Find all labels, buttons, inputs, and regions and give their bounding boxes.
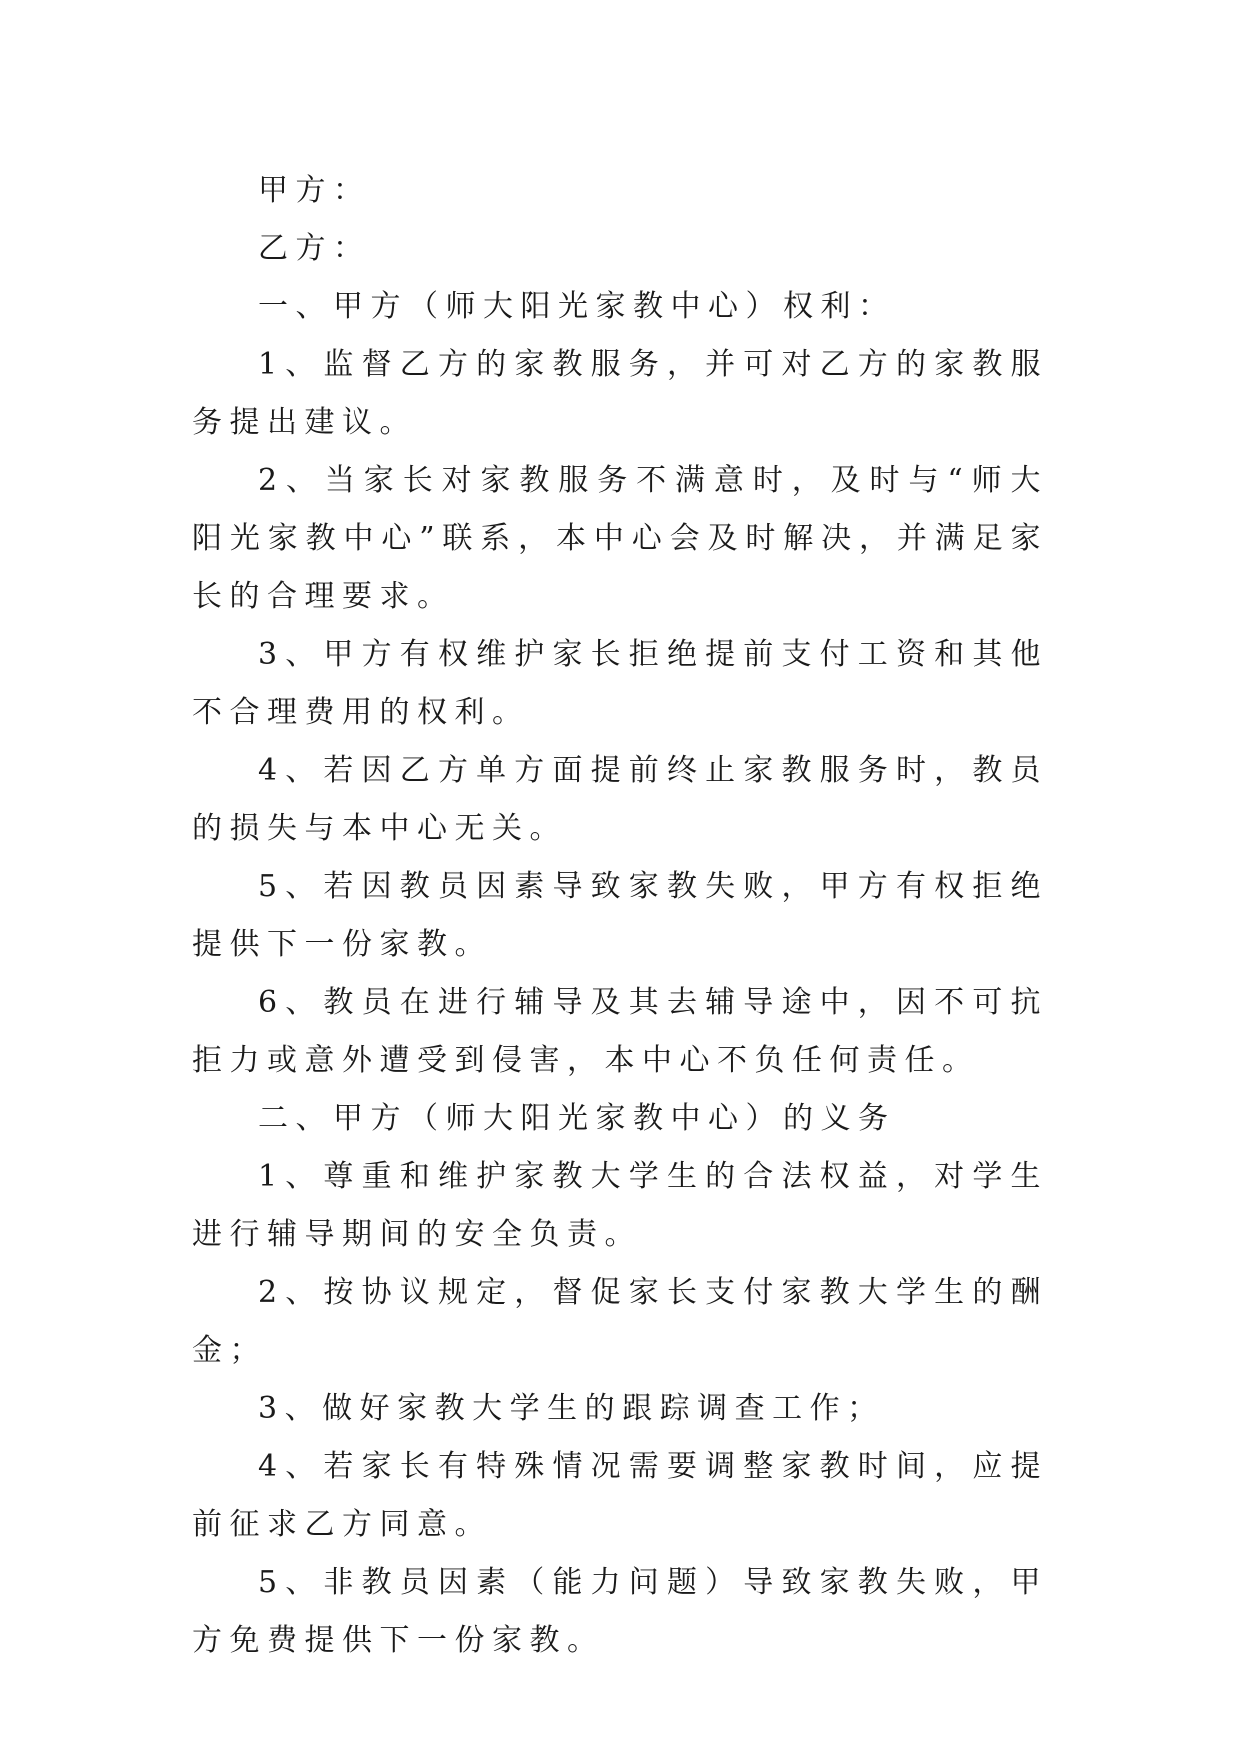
section-heading-rights: 一、甲方（师大阳光家教中心）权利：	[258, 289, 896, 324]
document-body	[192, 162, 1048, 1670]
rights-clause-6: 6、教员在进行辅导及其去辅导途中，因不可抗拒力或意外遭受到侵害，本中心不负任何责任。	[192, 985, 1048, 1078]
rights-clause-4: 4、若因乙方单方面提前终止家教服务时，教员的损失与本中心无关。	[192, 753, 1048, 846]
obligations-clause-1: 1、尊重和维护家教大学生的合法权益，对学生进行辅导期间的安全负责。	[192, 1159, 1048, 1252]
obligations-clause-3: 3、做好家教大学生的跟踪调查工作；	[258, 1391, 885, 1426]
obligations-clause-2: 2、按协议规定，督促家长支付家教大学生的酬金；	[192, 1275, 1048, 1368]
rights-clause-5: 5、若因教员因素导致家教失败，甲方有权拒绝提供下一份家教。	[192, 869, 1048, 962]
party-a-line: 甲方：	[258, 173, 371, 208]
obligations-clause-4: 4、若家长有特殊情况需要调整家教时间，应提前征求乙方同意。	[192, 1449, 1048, 1542]
rights-clause-1: 1、监督乙方的家教服务，并可对乙方的家教服务提出建议。	[192, 347, 1048, 440]
party-b-line: 乙方：	[258, 231, 371, 266]
rights-clause-3: 3、甲方有权维护家长拒绝提前支付工资和其他不合理费用的权利。	[192, 637, 1048, 730]
rights-clause-2: 2、当家长对家教服务不满意时，及时与“师大阳光家教中心”联系，本中心会及时解决，并满足家长的合理要求。	[192, 463, 1048, 614]
section-heading-obligations: 二、甲方（师大阳光家教中心）的义务	[258, 1101, 896, 1136]
obligations-clause-5: 5、非教员因素（能力问题）导致家教失败，甲方免费提供下一份家教。	[192, 1565, 1048, 1658]
